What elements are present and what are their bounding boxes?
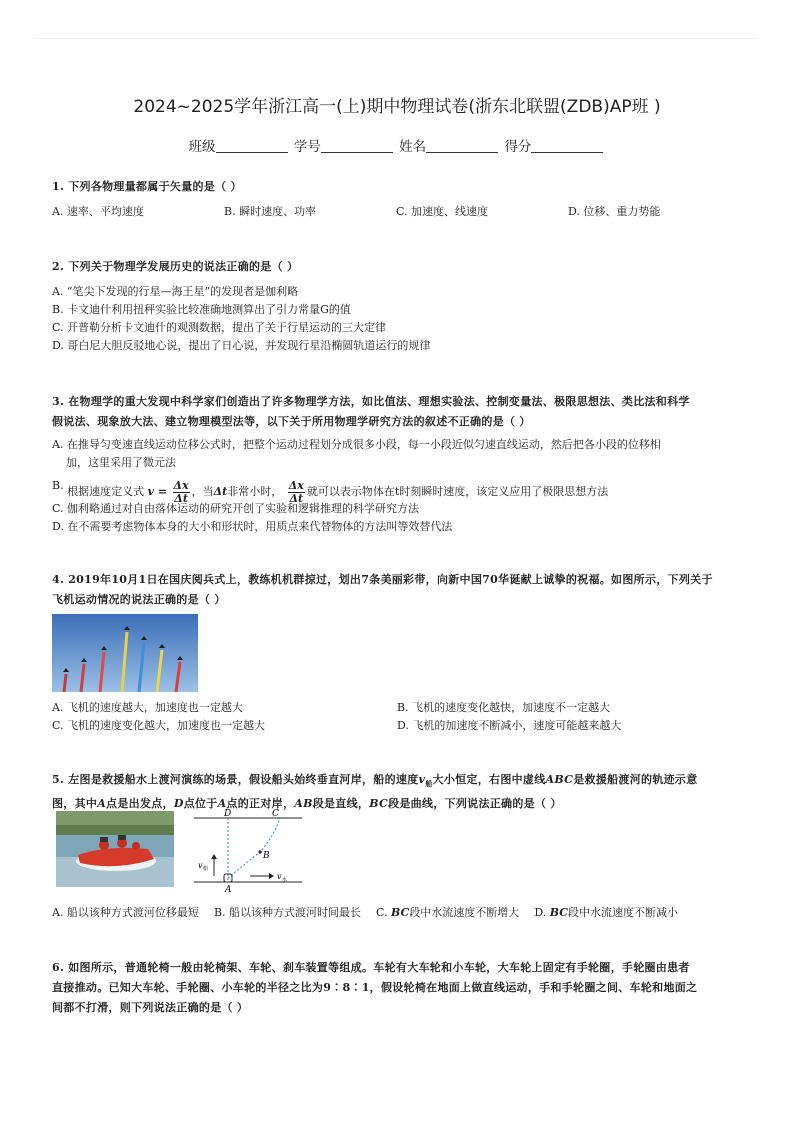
rescue-boat-photo (56, 811, 174, 887)
q5-option-c[interactable]: C. BC段中水流速度不断增大 (376, 906, 520, 919)
q6-stem-line-3: 间都不打滑，则下列说法正确的是（ ） (52, 1001, 249, 1014)
top-divider (36, 38, 758, 39)
score-blank[interactable] (531, 139, 603, 153)
diagram-label-v-water-sub: 水 (282, 877, 288, 883)
diagram-label-v-boat: v (198, 861, 203, 870)
delta-fraction-2: $\frac{\Delta x}{\Delta t}$ (288, 478, 304, 505)
question-3 (52, 392, 742, 536)
student-id-blank[interactable] (321, 139, 393, 153)
q3-option-d[interactable]: D. 在不需要考虑物体本身的大小和形状时，用质点来代替物体的方法叫等效替代法 (52, 520, 453, 533)
name-blank[interactable] (426, 139, 498, 153)
q3-option-b[interactable]: B. 根据速度定义式 v = $\frac{\Delta x}{\Delta t}$ ，当Δt非常小时， $\frac{\Delta x}{\Delta t}$ 就可以表示物体在t时刻瞬时速度，该定义应用了极限思想方法 (52, 478, 609, 505)
score-field-label: 得分 (504, 139, 532, 155)
q5-stem-line-2: 图，其中A点是出发点，D点位于A点的正对岸，AB段是直线，BC段是曲线，下列说法正确的是（ ） (52, 797, 562, 811)
question-6 (52, 958, 742, 1018)
q3-stem-line-1: 3. 在物理学的重大发现中科学家们创造出了许多物理学方法，如比值法、理想实验法、控制变量法、极限思想法、类比法和科学 (52, 395, 690, 408)
q2-stem: 2. 下列关于物理学发展历史的说法正确的是（ ） (52, 260, 299, 273)
q2-option-c[interactable]: C. 开普勒分析卡文迪什的观测数据，提出了关于行星运动的三大定律 (52, 321, 387, 334)
airshow-photo (52, 614, 198, 692)
q3-stem-line-2: 假说法、现象放大法、建立物理模型法等，以下关于所用物理学研究方法的叙述不正确的是（ ） (52, 415, 531, 428)
q2-option-b[interactable]: B. 卡文迪什利用扭秤实验比较准确地测算出了引力常量G的值 (52, 303, 351, 316)
exam-title: 2024~2025学年浙江高一(上)期中物理试卷(浙东北联盟(ZDB)AP班 ) (133, 97, 661, 117)
question-4 (52, 570, 742, 610)
q1-option-c[interactable]: C. 加速度、线速度 (396, 205, 489, 218)
q4-option-b[interactable]: B. 飞机的速度变化越快，加速度不一定越大 (397, 701, 611, 714)
q3-option-a-line-1[interactable]: A. 在推导匀变速直线运动位移公式时，把整个运动过程划分成很多小段，每一小段近似匀速直线运动，然后把各小段的位移相 (52, 438, 661, 451)
q3-option-a-line-2[interactable]: 加，这里采用了微元法 (66, 456, 176, 469)
velocity-symbol: v = (147, 485, 168, 498)
class-field-label: 班级 (188, 139, 216, 155)
q2-option-a[interactable]: A. “笔尖下发现的行星—海王星”的发现者是伽利略 (52, 285, 299, 298)
q1-option-a[interactable]: A. 速率、平均速度 (52, 205, 144, 218)
student-id-field-label: 学号 (293, 139, 321, 155)
q5-stem-line-1: 5. 左图是救援船水上渡河演练的场景，假设船头始终垂直河岸，船的速度$v_船$大小恒定，右图中虚线ABC是救援船渡河的轨迹示意 (52, 773, 698, 789)
q5-option-b[interactable]: B. 船以该种方式渡河时间最长 (213, 906, 362, 919)
diagram-label-v-boat-sub: 船 (203, 866, 209, 872)
diagram-label-a: A (225, 885, 232, 894)
diagram-label-d: D (224, 809, 232, 819)
q5-options (52, 904, 742, 922)
q4-stem-line-1: 4. 2019年10月1日在国庆阅兵式上，教练机机群掠过，划出7条美丽彩带，向新中国70华诞献上诚挚的祝福。如图所示，下列关于 (52, 573, 713, 586)
name-field-label: 姓名 (399, 139, 427, 155)
q4-option-d[interactable]: D. 飞机的加速度不断减小，速度可能越来越大 (397, 719, 622, 732)
q1-option-b[interactable]: B. 瞬时速度、功率 (224, 205, 317, 218)
q4-option-c[interactable]: C. 飞机的速度变化越大，加速度也一定越大 (52, 719, 266, 732)
question-1 (52, 177, 742, 221)
q6-stem-line-1: 6. 如图所示，普通轮椅一般由轮椅架、车轮、刹车装置等组成。车轮有大车轮和小车轮，大车轮上固定有手轮圈，手轮圈由患者 (52, 961, 690, 974)
q6-stem-line-2: 直接推动。已知大车轮、手轮圈、小车轮的半径之比为9∶8∶1，假设轮椅在地面上做直线运动，手和手轮圈之间、车轮和地面之 (52, 981, 698, 994)
q1-option-d[interactable]: D. 位移、重力势能 (568, 205, 661, 218)
diagram-label-b: B (263, 851, 270, 861)
diagram-label-c: C (272, 809, 279, 819)
class-blank[interactable] (216, 139, 288, 153)
q4-options (52, 699, 742, 735)
question-5 (52, 770, 742, 814)
diagram-label-v-water: v (277, 872, 282, 881)
student-info-line (0, 135, 794, 155)
q3-option-c[interactable]: C. 伽利略通过对自由落体运动的研究开创了实验和逻辑推理的科学研究方法 (52, 502, 420, 515)
q5-option-a[interactable]: A. 船以该种方式渡河位移最短 (52, 906, 199, 919)
q4-stem-line-2: 飞机运动情况的说法正确的是（ ） (52, 593, 226, 606)
q1-options (52, 203, 742, 221)
q4-option-a[interactable]: A. 飞机的速度越大，加速度也一定越大 (52, 701, 243, 714)
river-crossing-diagram (188, 806, 308, 894)
question-2 (52, 257, 742, 355)
q5-option-d[interactable]: D. BC段中水流速度不断减小 (534, 906, 679, 919)
q2-option-d[interactable]: D. 哥白尼大胆反驳地心说，提出了日心说，并发现行星沿椭圆轨道运行的规律 (52, 339, 431, 352)
q1-stem: 1. 下列各物理量都属于矢量的是（ ） (52, 180, 242, 193)
delta-fraction-1: $\frac{\Delta x}{\Delta t}$ (173, 478, 189, 505)
